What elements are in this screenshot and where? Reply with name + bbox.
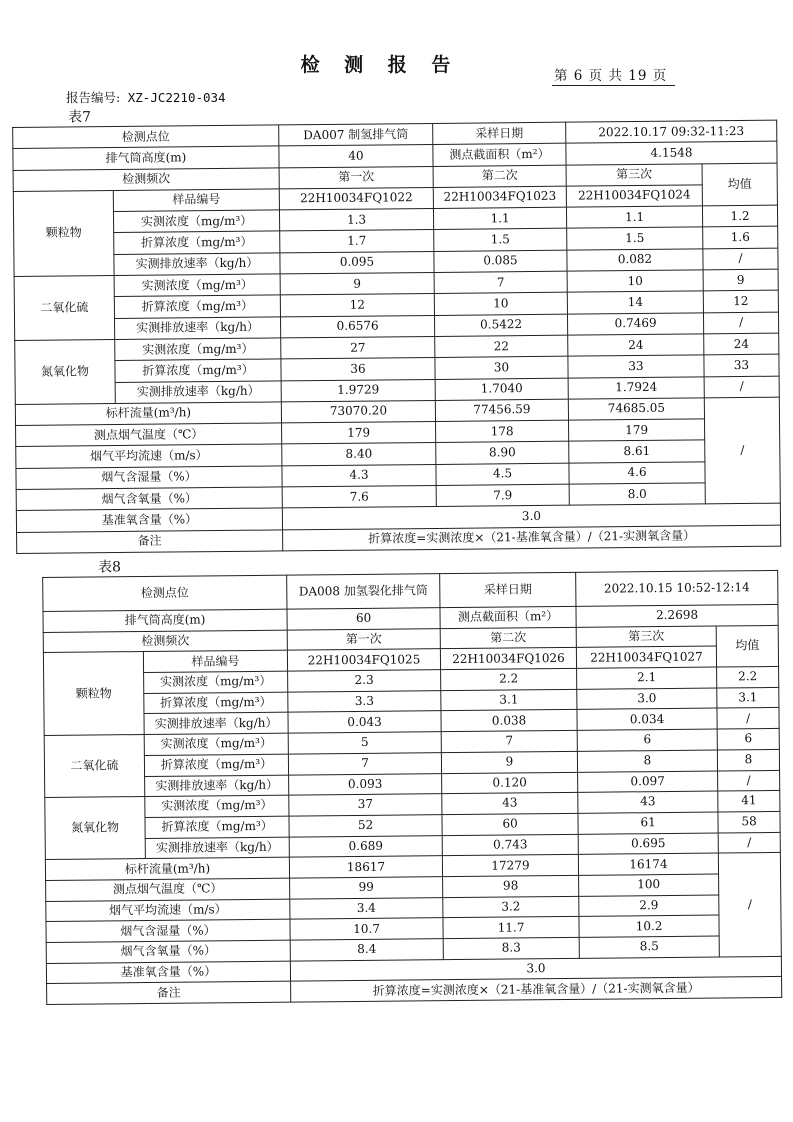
row-label-emission-rate: 实测排放速率（kg/h） [145,775,289,797]
cell-nox-converted-2: 60 [442,813,578,835]
cell-so2-converted-2: 9 [441,751,577,773]
cell-moisture-3: 10.2 [579,915,719,937]
cell-nox-measured-2: 43 [442,793,578,815]
table-label: 表7 [67,109,92,126]
cell-pm-measured-2: 2.2 [441,668,577,690]
row-label-measured-conc: 实测浓度（mg/m³） [144,671,288,693]
cell-sample-no-2: 22H10034FQ1023 [433,186,566,209]
section-area-value: 2.2698 [576,604,778,627]
row-label-flue-temp: 测点烟气温度（℃） [46,878,290,901]
cell-so2-converted-3: 14 [567,291,703,314]
row-label-emission-rate: 实测排放速率（kg/h） [115,317,281,340]
cell-pm-converted-avg: 3.1 [717,687,779,708]
cell-nox-rate-1: 1.9729 [281,379,435,402]
cell-flue-temp-1: 99 [290,877,443,899]
cell-pm-measured-1: 1.3 [279,209,433,232]
cell-pm-converted-2: 1.5 [434,229,567,252]
ref-oxygen-label: 基准氧含量（%） [46,961,290,984]
frequency-label: 检测频次 [43,630,287,653]
cell-pm-measured-3: 1.1 [566,206,702,229]
row-label-emission-rate: 实测排放速率（kg/h） [144,713,288,735]
cell-flue-temp-1: 179 [282,422,436,445]
cell-pm-measured-3: 2.1 [577,667,717,689]
row-label-flue-velocity: 烟气平均流速（m/s） [16,444,282,468]
cell-nox-rate-3: 0.695 [578,833,718,855]
cell-pm-converted-3: 3.0 [577,688,717,710]
cell-nox-measured-1: 37 [289,794,442,816]
stack-height-value: 60 [287,608,440,630]
point-label: 检测点位 [13,125,279,149]
row-label-oxygen: 烟气含氧量（%） [46,940,290,963]
cell-flue-velocity-2: 8.90 [436,442,569,465]
group-particulate: 颗粒物 [43,652,144,736]
cell-nox-converted-1: 36 [281,358,435,381]
cell-pm-converted-1: 1.7 [280,230,434,253]
cell-pm-measured-1: 2.3 [288,670,441,692]
run-2-header: 第二次 [440,627,576,649]
row-label-emission-rate: 实测排放速率（kg/h） [115,380,281,403]
cell-flue-velocity-3: 8.61 [569,440,705,463]
report-number-label: 报告编号: [66,90,121,105]
cell-so2-converted-1: 12 [280,294,434,317]
row-label-measured-conc: 实测浓度（mg/m³） [115,338,281,361]
table8-grid [42,570,782,1005]
section-area-label: 测点截面积（m²） [440,606,576,628]
cell-flue-velocity-1: 8.40 [282,443,436,466]
cell-flue-temp-3: 179 [569,419,705,442]
point-value: DA007 制氢排气筒 [279,123,433,146]
cell-pm-converted-1: 3.3 [288,690,441,712]
cell-so2-rate-2: 0.5422 [435,314,568,337]
cell-moisture-1: 10.7 [290,918,443,940]
run-3-header: 第三次 [566,163,702,186]
cell-so2-measured-avg: 6 [717,729,779,750]
cell-pm-measured-avg: 1.2 [702,205,777,227]
row-label-oxygen: 烟气含氧量（%） [16,487,282,511]
report-number-value: XZ-JC2210-034 [127,90,226,105]
cell-so2-rate-avg: / [718,770,780,791]
cell-so2-converted-avg: 12 [703,291,778,313]
run-3-header: 第三次 [576,626,716,648]
cell-sample-no-1: 22H10034FQ1025 [287,649,440,671]
cell-pm-rate-1: 0.043 [288,711,441,733]
cell-so2-rate-avg: / [703,312,778,334]
row-label-measured-conc: 实测浓度（mg/m³） [113,210,279,233]
cell-oxygen-2: 7.9 [436,484,569,507]
cell-moisture-3: 4.6 [569,462,705,485]
cell-std-flow-3: 16174 [578,853,718,875]
row-label-converted-conc: 折算浓度（mg/m³） [144,692,288,714]
row-label-converted-conc: 折算浓度（mg/m³） [114,295,280,318]
cell-sample-no-2: 22H10034FQ1026 [440,648,576,670]
cell-flue-velocity-3: 2.9 [579,895,719,917]
row-label-converted-conc: 折算浓度（mg/m³） [114,231,280,254]
cell-so2-measured-avg: 9 [703,269,778,291]
row-label-converted-conc: 折算浓度（mg/m³） [145,816,289,838]
table-7-block [12,103,781,554]
ref-oxygen-label: 基准氧含量（%） [16,508,282,532]
cell-nox-measured-3: 24 [568,334,704,357]
group-so2: 二氧化硫 [44,735,145,798]
cell-std-flow-2: 17279 [442,855,578,877]
run-1-header: 第一次 [279,166,433,189]
row-label-emission-rate: 实测排放速率（kg/h） [114,253,280,276]
cell-pm-rate-avg: / [703,248,778,270]
row-label-emission-rate: 实测排放速率（kg/h） [145,837,289,859]
cell-pm-converted-3: 1.5 [567,227,703,250]
average-header: 均值 [702,163,777,206]
cell-pm-rate-avg: / [717,708,779,729]
remarks-label: 备注 [17,530,283,554]
cell-nox-measured-3: 43 [578,791,718,813]
page-info: 第 6 页 共 19 页 [552,64,675,86]
cell-pm-rate-3: 0.082 [567,249,703,272]
cell-flue-velocity-1: 3.4 [290,897,443,919]
cell-pm-measured-avg: 2.2 [717,666,779,687]
sample-date-label: 采样日期 [440,572,576,607]
row-label-converted-conc: 折算浓度（mg/m³） [144,754,288,776]
ref-oxygen-value: 3.0 [290,956,781,981]
cell-nox-measured-2: 22 [435,335,568,358]
cell-oxygen-2: 8.3 [443,937,579,959]
cell-nox-measured-avg: 41 [718,791,780,812]
cell-so2-converted-avg: 8 [717,749,779,770]
row-label-moisture: 烟气含湿量（%） [46,919,290,942]
table-label: 表8 [97,559,122,576]
cell-so2-rate-1: 0.093 [289,773,442,795]
cell-so2-rate-3: 0.097 [578,771,718,793]
cell-nox-rate-avg: / [718,832,780,853]
row-label-sample-no: 样品编号 [143,651,287,673]
point-label: 检测点位 [43,575,287,611]
group-so2: 二氧化硫 [14,276,115,341]
cell-sample-no-3: 22H10034FQ1027 [576,646,716,668]
row-label-moisture: 烟气含湿量（%） [16,466,282,490]
cell-flue-temp-2: 98 [443,875,579,897]
table7-grid [12,120,781,554]
cell-pm-rate-3: 0.034 [577,708,717,730]
cell-oxygen-1: 8.4 [290,939,443,961]
cell-nox-rate-1: 0.689 [289,835,442,857]
cell-nox-measured-1: 27 [281,336,435,359]
cell-pm-rate-2: 0.038 [441,710,577,732]
frequency-label: 检测频次 [13,168,279,192]
average-header: 均值 [716,625,778,667]
cell-so2-measured-3: 6 [577,729,717,751]
cell-flue-velocity-2: 3.2 [443,896,579,918]
cell-nox-rate-2: 0.743 [442,834,578,856]
cell-sample-no-3: 22H10034FQ1024 [566,185,702,208]
cell-so2-measured-2: 7 [441,730,577,752]
remarks-value: 折算浓度=实测浓度×（21-基准氧含量）/（21-实测氧含量） [283,525,781,551]
sample-date-label: 采样日期 [433,122,566,145]
cell-nox-rate-avg: / [704,376,779,398]
row-label-measured-conc: 实测浓度（mg/m³） [145,795,289,817]
cell-pm-rate-2: 0.085 [434,250,567,273]
aux-average-cell: / [718,853,781,957]
cell-pm-rate-1: 0.095 [280,251,434,274]
section-area-label: 测点截面积（m²） [433,143,566,166]
cell-so2-measured-1: 9 [280,273,434,296]
row-label-converted-conc: 折算浓度（mg/m³） [115,359,281,382]
cell-moisture-1: 4.3 [282,464,436,487]
cell-sample-no-1: 22H10034FQ1022 [279,187,433,210]
cell-pm-converted-avg: 1.6 [703,227,778,249]
point-value: DA008 加氢裂化排气筒 [287,574,440,609]
cell-so2-converted-3: 8 [577,750,717,772]
row-label-measured-conc: 实测浓度（mg/m³） [114,274,280,297]
cell-nox-converted-avg: 33 [704,354,779,376]
row-label-flue-temp: 测点烟气温度（℃） [16,423,282,447]
cell-pm-measured-2: 1.1 [433,207,566,230]
table-8-block [42,553,782,1005]
ref-oxygen-value: 3.0 [282,503,780,529]
remarks-label: 备注 [47,982,291,1005]
cell-so2-rate-2: 0.120 [442,772,578,794]
cell-moisture-2: 11.7 [443,917,579,939]
group-particulate: 颗粒物 [13,190,114,276]
row-label-flue-velocity: 烟气平均流速（m/s） [46,899,290,922]
row-label-std-flow: 标杆流量(m³/h) [45,857,289,880]
cell-std-flow-1: 18617 [289,856,442,878]
cell-so2-measured-1: 5 [288,732,441,754]
group-nox: 氮氧化物 [15,339,116,404]
row-label-std-flow: 标杆流量(m³/h) [15,402,281,426]
cell-pm-converted-2: 3.1 [441,689,577,711]
cell-oxygen-3: 8.0 [569,483,705,506]
sample-date-value: 2022.10.15 10:52-12:14 [576,570,778,606]
stack-height-label: 排气筒高度(m) [13,146,279,170]
cell-nox-converted-3: 33 [568,355,704,378]
cell-moisture-2: 4.5 [436,463,569,486]
sample-date-value: 2022.10.17 09:32-11:23 [566,120,777,143]
aux-average-cell: / [704,397,780,504]
row-label-sample-no: 样品编号 [113,189,279,212]
remarks-value: 折算浓度=实测浓度×（21-基准氧含量）/（21-实测氧含量） [291,977,782,1002]
stack-height-label: 排气筒高度(m) [43,609,287,632]
cell-std-flow-1: 73070.20 [281,400,435,423]
report-number [66,88,226,106]
cell-flue-temp-2: 178 [436,420,569,443]
cell-nox-measured-avg: 24 [704,333,779,355]
report-title: 检 测 报 告 [300,54,460,76]
cell-nox-converted-3: 61 [578,812,718,834]
cell-so2-converted-2: 10 [434,293,567,316]
cell-so2-measured-2: 7 [434,271,567,294]
row-label-measured-conc: 实测浓度（mg/m³） [144,733,288,755]
section-area-value: 4.1548 [566,141,777,164]
cell-so2-measured-3: 10 [567,270,703,293]
cell-so2-rate-1: 0.6576 [281,315,435,338]
cell-std-flow-3: 74685.05 [568,398,704,421]
cell-so2-rate-3: 0.7469 [567,313,703,336]
cell-nox-converted-2: 30 [435,356,568,379]
cell-std-flow-2: 77456.59 [435,399,568,422]
cell-so2-converted-1: 7 [288,752,441,774]
group-nox: 氮氧化物 [45,797,146,860]
cell-nox-converted-1: 52 [289,815,442,837]
stack-height-value: 40 [279,145,433,168]
cell-nox-converted-avg: 58 [718,811,780,832]
cell-nox-rate-2: 1.7040 [435,378,568,401]
cell-flue-temp-3: 100 [579,874,719,896]
run-2-header: 第二次 [433,165,566,188]
cell-oxygen-1: 7.6 [282,485,436,508]
cell-nox-rate-3: 1.7924 [568,376,704,399]
cell-oxygen-3: 8.5 [579,936,719,958]
run-1-header: 第一次 [287,628,440,650]
